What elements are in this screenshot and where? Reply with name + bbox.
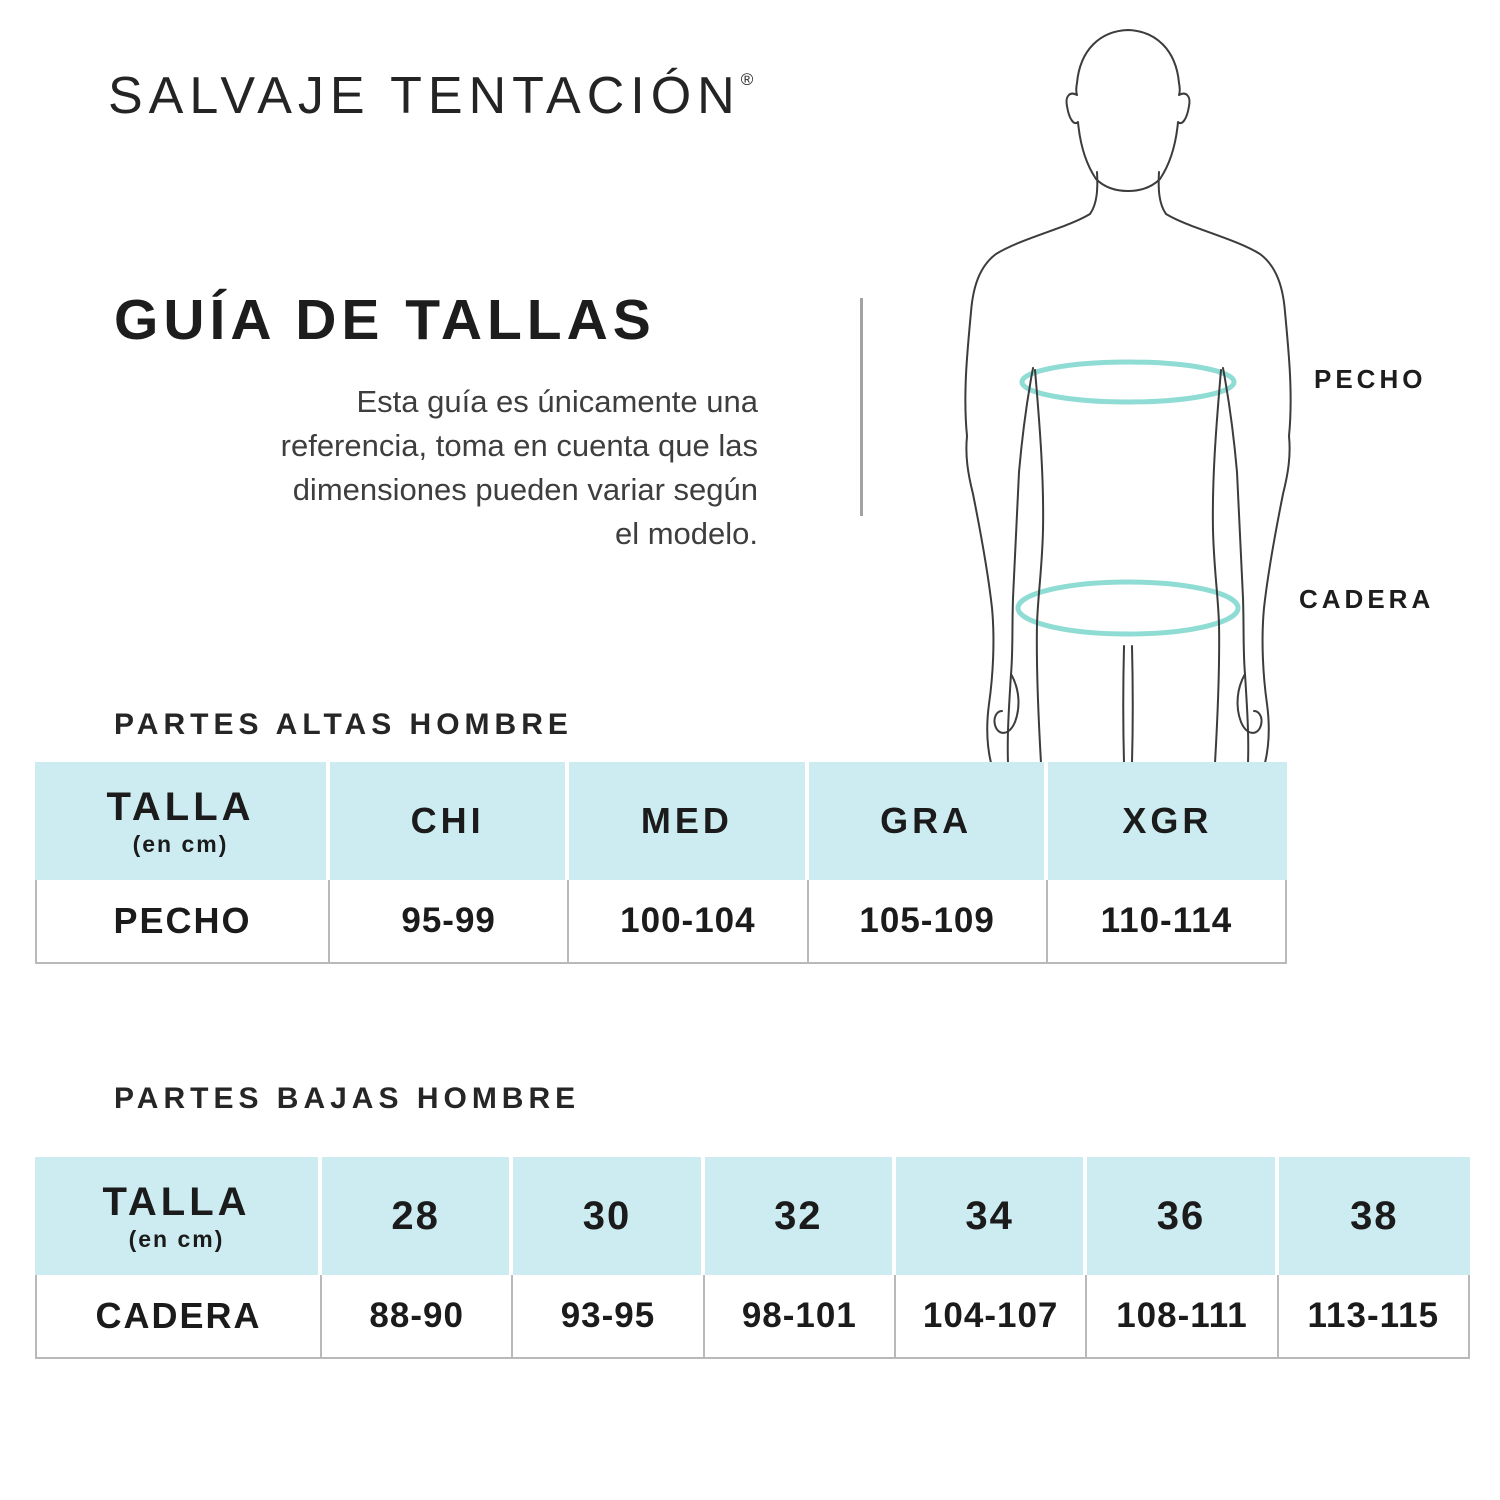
header-cell-size: 36: [1087, 1157, 1278, 1275]
measure-value: 113-115: [1279, 1275, 1470, 1359]
description-line: Esta guía es únicamente una: [356, 384, 758, 419]
upper-table-data-row: [35, 880, 1287, 964]
measure-value: 95-99: [330, 880, 569, 964]
header-cell-size: XGR: [1048, 762, 1287, 880]
body-outline: [965, 30, 1290, 763]
description-line: referencia, toma en cuenta que las: [280, 428, 758, 463]
right-torso-side: [1213, 370, 1221, 763]
inseam-right-line: [1132, 646, 1133, 763]
description-line: dimensiones pueden variar según: [292, 472, 758, 507]
section-title-lower: PARTES BAJAS HOMBRE: [114, 1082, 581, 1115]
upper-table-header-row: [35, 762, 1287, 880]
header-cell-talla: [35, 1157, 322, 1275]
right-arm-outline: [1159, 172, 1291, 763]
chest-label: PECHO: [1314, 364, 1427, 394]
header-cell-size: CHI: [330, 762, 569, 880]
header-cell-size: 28: [322, 1157, 513, 1275]
male-body-outline-illustration: [950, 28, 1310, 763]
description-line: el modelo.: [614, 516, 758, 551]
row-label-pecho: PECHO: [35, 880, 330, 964]
unit-label: (en cm): [128, 1225, 225, 1252]
right-inner-arm: [1223, 368, 1248, 763]
header-cell-size: GRA: [809, 762, 1048, 880]
brand-logo: [108, 50, 753, 126]
left-arm-outline: [965, 172, 1097, 763]
left-inner-arm: [1008, 368, 1033, 763]
measure-value: 108-111: [1087, 1275, 1278, 1359]
page-title: GUÍA DE TALLAS: [114, 288, 656, 352]
header-cell-talla: [35, 762, 330, 880]
measure-value: 93-95: [513, 1275, 704, 1359]
header-cell-size: MED: [569, 762, 808, 880]
measure-value: 105-109: [809, 880, 1048, 964]
measure-value: 88-90: [322, 1275, 513, 1359]
lower-table-data-row: [35, 1275, 1470, 1359]
left-thumb: [994, 674, 1018, 733]
registered-trademark-mark: ®: [740, 70, 754, 89]
row-label-cadera: CADERA: [35, 1275, 322, 1359]
section-title-upper: PARTES ALTAS HOMBRE: [114, 708, 573, 741]
measure-value: 110-114: [1048, 880, 1287, 964]
upper-sizes-table: [35, 762, 1287, 964]
lower-sizes-table: [35, 1157, 1470, 1359]
measure-value: 100-104: [569, 880, 808, 964]
guide-description: [78, 380, 758, 556]
measure-value: 104-107: [896, 1275, 1087, 1359]
header-cell-size: 38: [1279, 1157, 1470, 1275]
unit-label: (en cm): [132, 830, 229, 857]
header-cell-size: 30: [513, 1157, 704, 1275]
header-cell-size: 34: [896, 1157, 1087, 1275]
measure-value: 98-101: [705, 1275, 896, 1359]
measure-lines: [1018, 362, 1238, 634]
talla-label: TALLA: [102, 1179, 251, 1224]
left-torso-side: [1035, 370, 1043, 763]
inseam-left-line: [1123, 646, 1124, 763]
hip-measure-line: [1018, 582, 1238, 634]
hip-label: CADERA: [1299, 584, 1435, 614]
brand-name: SALVAJE TENTACIÓN: [108, 67, 741, 125]
talla-label: TALLA: [106, 784, 255, 829]
head-outline: [1067, 30, 1190, 191]
header-cell-size: 32: [705, 1157, 896, 1275]
chest-measure-line: [1022, 362, 1234, 402]
lower-table-header-row: [35, 1157, 1470, 1275]
vertical-divider: [860, 298, 863, 516]
right-thumb: [1238, 674, 1262, 733]
